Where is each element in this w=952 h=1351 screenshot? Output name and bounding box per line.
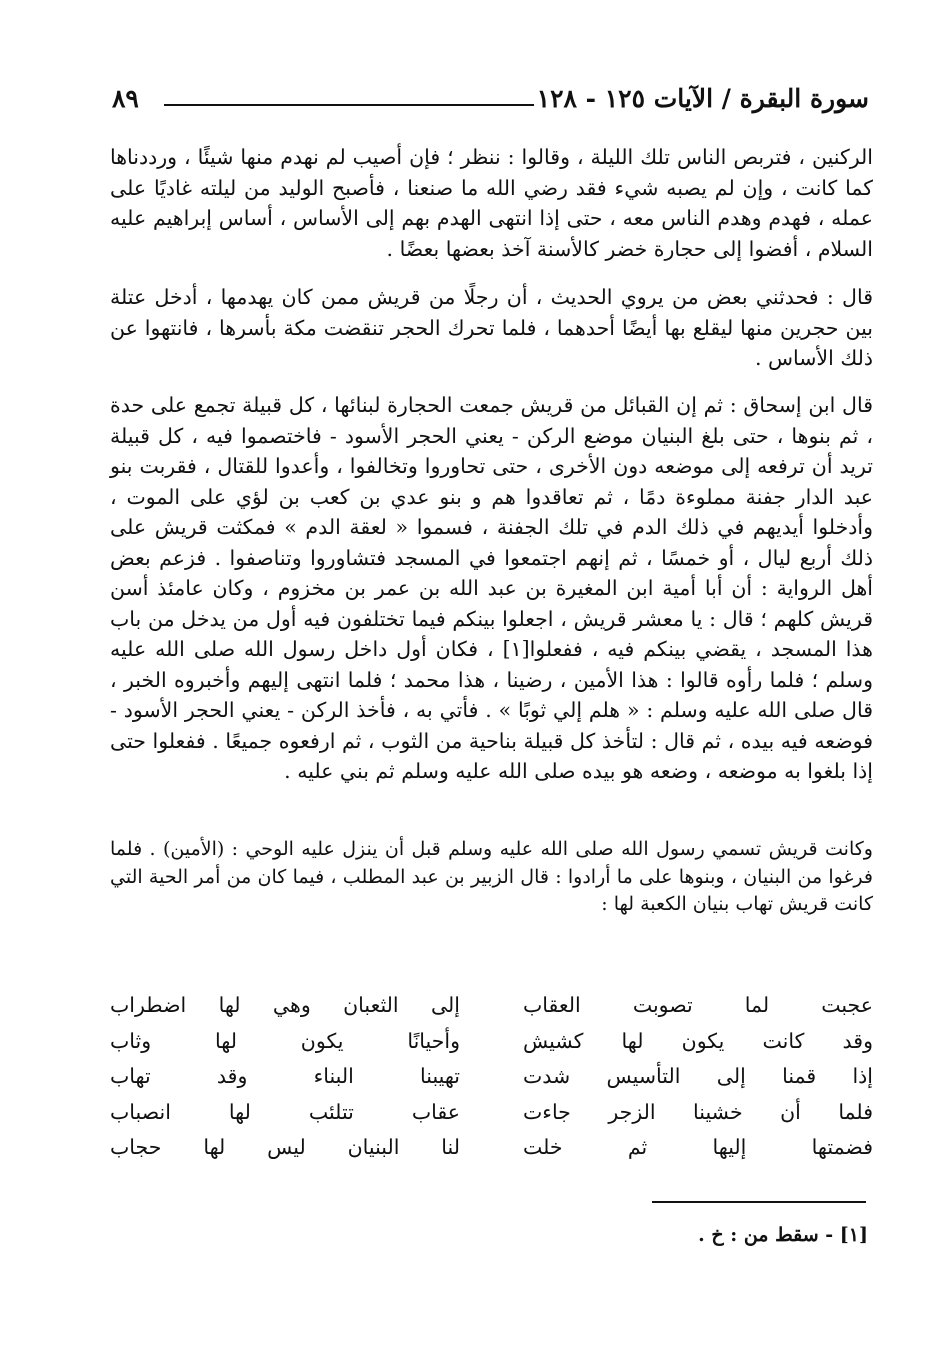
body-text (110, 142, 873, 919)
verse-first-hemistich: عجبت لما تصوبت العقاب (523, 993, 873, 1017)
verse-second-hemistich: عقاب تتلئب لها انصباب (110, 1099, 460, 1124)
verse-first-hemistich: وقد كانت يكون لها كشيش (523, 1028, 873, 1053)
poem-verse (110, 1059, 873, 1095)
paragraph: وكانت قريش تسمي رسول الله صلى الله عليه وسلم قبل أن ينزل عليه الوحي : (الأمين) . فلما فرغوا من البنيان ، وبنوها على ما أرادوا : قال الزبير بن عبد المطلب ، فيما كان من أمر الحية التي كانت قريش تهاب بنيان الكعبة لها : (110, 838, 873, 915)
poem-verse (110, 1024, 873, 1060)
verse-first-hemistich: إذا قمنا إلى التأسيس شدت (523, 1064, 873, 1088)
verse-first-hemistich: فضمتها إليها ثم خلت (523, 1135, 873, 1159)
verse-second-hemistich: لنا البنيان ليس لها حجاب (110, 1135, 460, 1159)
verse-second-hemistich: وأحيانًا يكون لها وثاب (110, 1028, 460, 1053)
poem-verse (110, 1130, 873, 1166)
verse-first-hemistich: فلما أن خشينا الزجر جاءت (523, 1099, 873, 1124)
verse-second-hemistich: إلى الثعبان وهي لها اضطراب (110, 993, 460, 1017)
page-header (112, 84, 869, 124)
poem-verse (110, 988, 873, 1024)
poem-verse (110, 1095, 873, 1131)
running-title: سورة البقرة / الآيات ١٢٥ - ١٢٨ (536, 84, 869, 113)
footnote: [١] - سقط من : خ . (698, 1224, 868, 1246)
footnote-rule (652, 1201, 866, 1203)
paragraph: الركنين ، فتربص الناس تلك الليلة ، وقالوا : ننظر ؛ فإن أصيب لم نهدم منها شيئًا ، ورددناها كما كانت ، وإن لم يصبه شيء فقد رضي الله ما صنعنا ، فأصبح الوليد من ليلته غاديًا على عمله ، فهدم وهدم الناس معه ، حتى إذا انتهى الهدم بهم إلى الأساس ، أساس إبراهيم عليه السلام ، أفضوا إلى حجارة خضر كالأسنة آخذ بعضها بعضًا . (110, 145, 873, 261)
verse-second-hemistich: تهيبنا البناء وقد تهاب (110, 1064, 460, 1088)
paragraph: قال ابن إسحاق : ثم إن القبائل من قريش جمعت الحجارة لبنائها ، كل قبيلة تجمع على حدة ، ثم بنوها ، حتى بلغ البنيان موضع الركن - يعني الحجر الأسود - فاختصموا فيه ، كل قبيلة تريد أن ترفعه إلى موضعه دون الأخرى ، حتى تحاوروا وتخالفوا ، وأعدوا للقتال ، فقربت بنو عبد الدار جفنة مملوءة دمًا ، ثم تعاقدوا هم و بنو عدي بن كعب بن لؤي على الموت ، وأدخلوا أيديهم في ذلك الدم في تلك الجفنة ، فسموا « لعقة الدم » فمكثت قريش على ذلك أربع ليال ، أو خمسًا ، ثم إنهم اجتمعوا في المسجد فتشاوروا وتناصفوا . فزعم بعض أهل الرواية : أن أبا أمية ابن المغيرة بن عبد الله بن عمر بن مخزوم ، وكان عامئذ أسن قريش كلهم ؛ قال : يا معشر قريش ، اجعلوا بينكم فيما تختلفون فيه أول من يدخل من باب هذا المسجد ، يقضي بينكم فيه ، ففعلوا[١] ، فكان أول داخل رسول الله صلى الله عليه وسلم ؛ فلما رأوه قالوا : هذا الأمين ، رضينا ، هذا محمد ؛ فلما انتهى إليهم وأخبروه الخبر ، قال صلى الله عليه وسلم : « هلم إلي ثوبًا » . فأتي به ، فأخذ الركن - يعني الحجر الأسود - فوضعه فيه بيده ، ثم قال : لتأخذ كل قبيلة بناحية من الثوب ، ثم ارفعوه جميعًا . ففعلوا حتى إذا بلغوا به موضعه ، وضعه هو بيده صلى الله عليه وسلم ثم بني عليه . (110, 393, 873, 783)
page-number: ٨٩ (112, 84, 139, 113)
poem (110, 988, 873, 1166)
header-rule (164, 104, 534, 106)
paragraph: قال : فحدثني بعض من يروي الحديث ، أن رجلًا من قريش ممن كان يهدمها ، أدخل عتلة بين حجرين منها ليقلع بها أيضًا أحدهما ، فلما تحرك الحجر تنقضت مكة بأسرها ، فانتهوا عن ذلك الأساس . (110, 285, 873, 370)
